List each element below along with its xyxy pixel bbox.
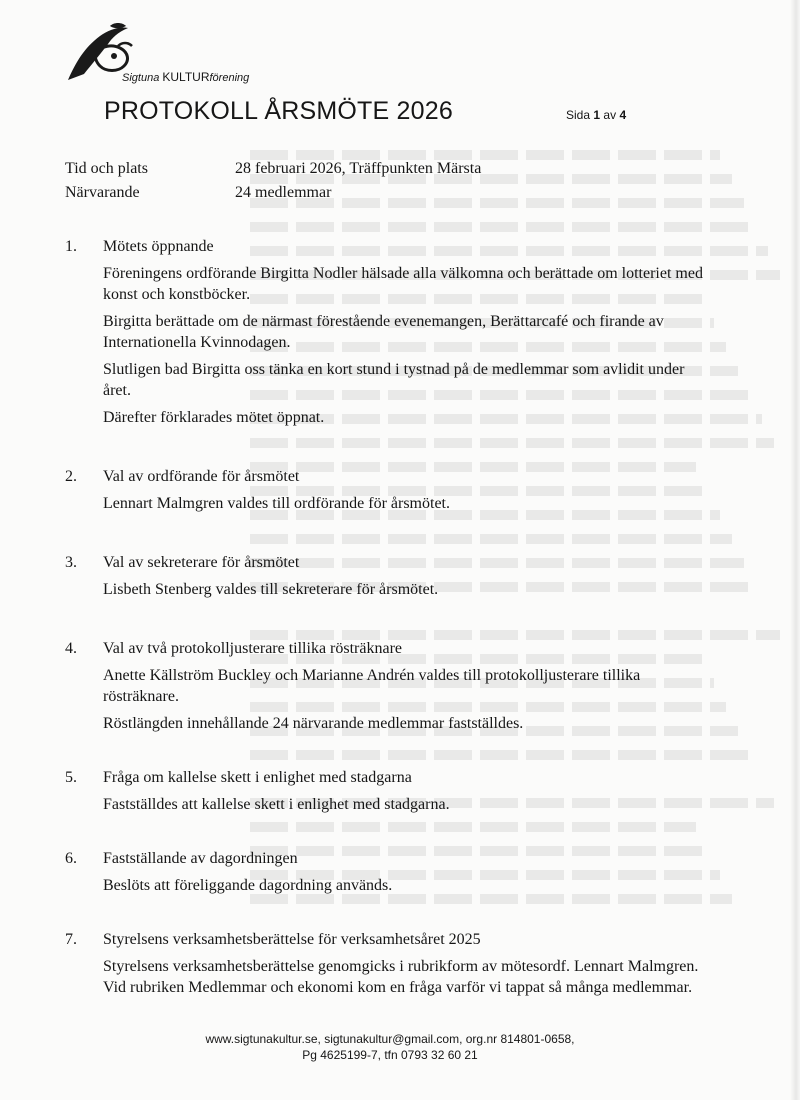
meta-row xyxy=(65,157,481,181)
agenda-item-heading: Fastställande av dagordningen xyxy=(103,850,298,867)
agenda-item-text: Anette Källström Buckley och Marianne Andrén valdes till protokolljusterare tillika rösträknare. xyxy=(103,667,641,705)
agenda-item-text: Birgitta berättade om de närmast förestående evenemangen, Berättarcafé och firande av Internationella Kvinnodagen. xyxy=(103,313,664,351)
agenda-item-number: 6. xyxy=(65,850,77,867)
agenda-item xyxy=(65,767,705,815)
agenda-item-text: Lisbeth Stenberg valdes till sekreterare för årsmötet. xyxy=(103,581,439,598)
agenda-item-heading: Val av ordförande för årsmötet xyxy=(103,468,300,485)
agenda-item xyxy=(65,466,705,514)
agenda-item xyxy=(65,236,705,428)
agenda-item-heading: Val av sekreterare för årsmötet xyxy=(103,554,300,571)
agenda-item-text: Föreningens ordförande Birgitta Nodler hälsade alla välkomna och berättade om lotteriet med konst och konstböcker. xyxy=(103,265,703,303)
agenda-item-text: Slutligen bad Birgitta oss tänka en kort stund i tystnad på de medlemmar som avlidit under året. xyxy=(103,361,685,399)
agenda-item xyxy=(65,929,705,998)
agenda-item-text: Lennart Malmgren valdes till ordförande för årsmötet. xyxy=(103,495,450,512)
agenda-item xyxy=(65,848,705,896)
meta-label: Närvarande xyxy=(65,184,140,201)
footer xyxy=(0,1031,780,1063)
meta-row xyxy=(65,181,481,205)
scan-edge-shadow xyxy=(790,0,800,1100)
agenda-item xyxy=(65,638,705,734)
agenda-item-number: 2. xyxy=(65,468,77,485)
agenda-item-number: 4. xyxy=(65,640,77,657)
agenda-item-heading: Val av två protokolljusterare tillika rösträknare xyxy=(103,640,403,657)
agenda-item-heading: Mötets öppnande xyxy=(103,238,214,255)
agenda-item-text: Röstlängden innehållande 24 närvarande medlemmar fastställdes. xyxy=(103,715,524,732)
bleed-line xyxy=(250,222,756,232)
agenda-item-text: Styrelsens verksamhetsberättelse genomgicks i rubrikform av mötesordf. Lennart Malmgren. Vid rubriken Medlemmar och ekonomi kom en fråga varför vi tappat så många medlemmar. xyxy=(103,958,699,996)
meta-label: Tid och plats xyxy=(65,160,148,177)
agenda-item-number: 3. xyxy=(65,554,77,571)
meta-value: 28 februari 2026, Träffpunkten Märsta xyxy=(235,160,482,177)
footer-payment-line: Pg 4625199-7, tfn 0793 32 60 21 xyxy=(302,1048,478,1062)
agenda-item-number: 5. xyxy=(65,769,77,786)
agenda-item-number: 7. xyxy=(65,931,77,948)
meeting-meta xyxy=(65,157,481,205)
meta-value: 24 medlemmar xyxy=(235,184,332,201)
organization-name: Sigtuna KULTURförening xyxy=(122,70,250,84)
footer-contact-line: www.sigtunakultur.se, sigtunakultur@gmail.com, org.nr 814801-0658, xyxy=(205,1032,575,1046)
agenda-item-heading: Fråga om kallelse skett i enlighet med stadgarna xyxy=(103,769,412,786)
document-title: PROTOKOLL ÅRSMÖTE 2026 xyxy=(104,97,453,125)
agenda-items xyxy=(65,236,705,998)
agenda-item-text: Därefter förklarades mötet öppnat. xyxy=(103,409,325,426)
agenda-item-heading: Styrelsens verksamhetsberättelse för verksamhetsåret 2025 xyxy=(103,931,481,948)
agenda-item xyxy=(65,552,705,600)
agenda-item-text: Fastställdes att kallelse skett i enlighet med stadgarna. xyxy=(103,796,450,813)
agenda-item-text: Beslöts att föreliggande dagordning används. xyxy=(103,877,393,894)
agenda-item-number: 1. xyxy=(65,238,77,255)
page-indicator: Sida 1 av 4 xyxy=(566,108,627,122)
